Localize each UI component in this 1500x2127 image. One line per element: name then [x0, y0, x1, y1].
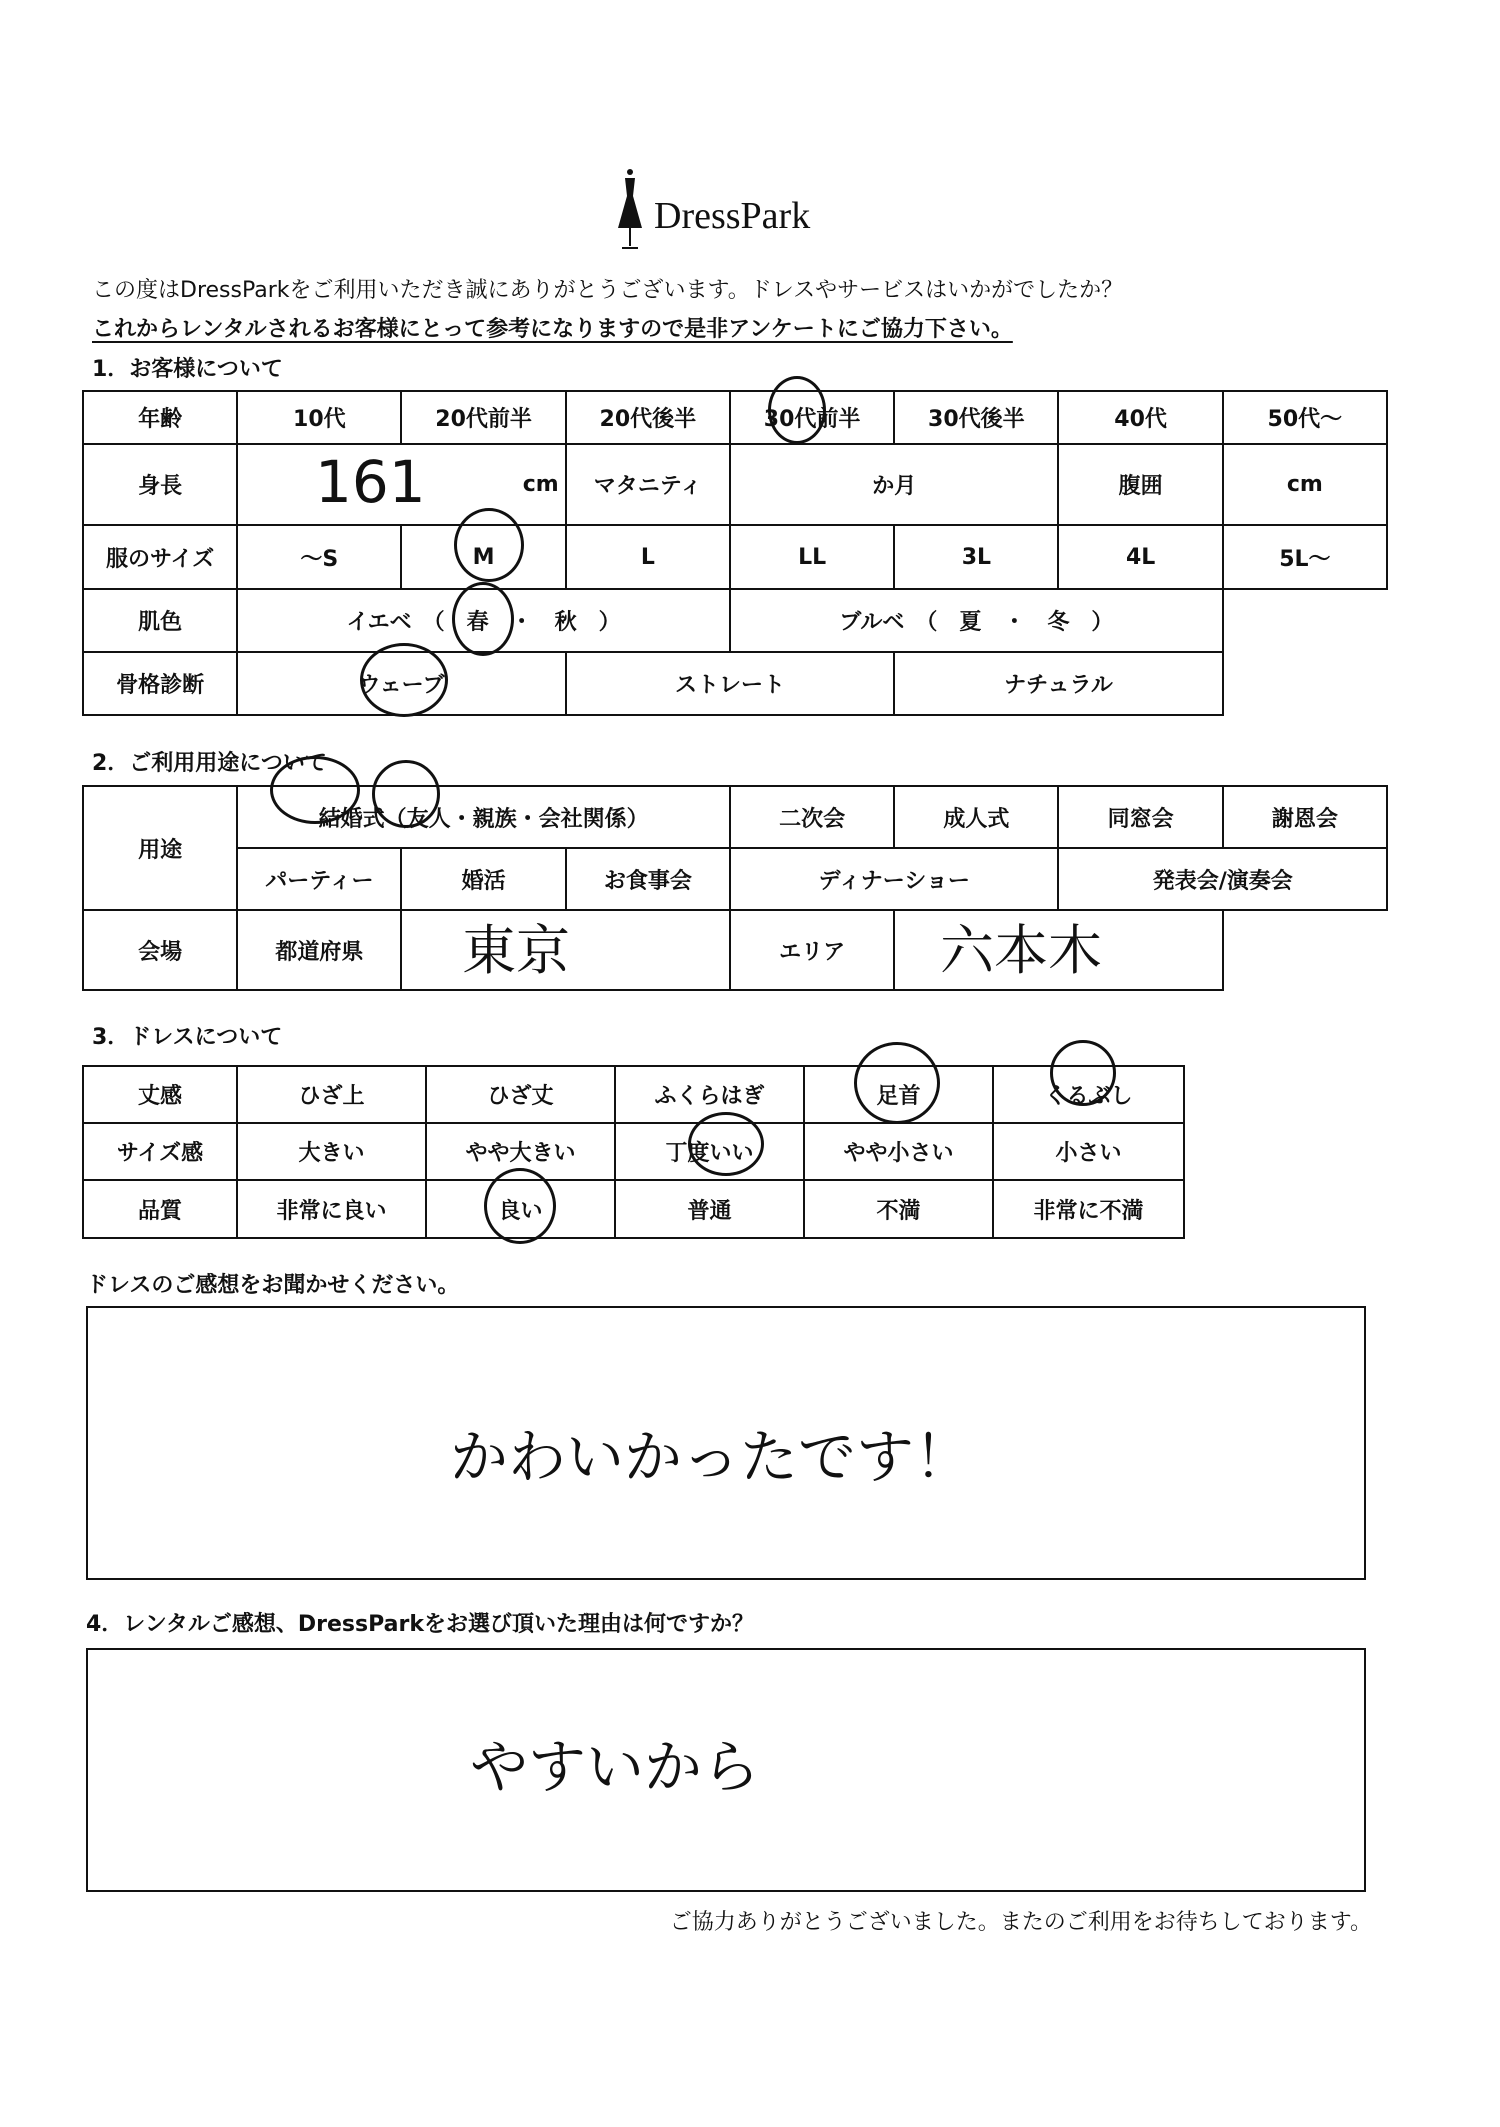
- age-option[interactable]: 20代前半: [401, 391, 565, 444]
- maternity-label: マタニティ: [566, 444, 730, 526]
- length-label: 丈感: [83, 1066, 237, 1123]
- fit-option[interactable]: 大きい: [237, 1123, 426, 1180]
- purpose-option[interactable]: ディナーショー: [730, 848, 1059, 910]
- quality-label: 品質: [83, 1180, 237, 1238]
- pref-label: 都道府県: [237, 910, 401, 990]
- size-row: [83, 525, 1387, 588]
- fit-row: [83, 1123, 1184, 1180]
- area-handwritten: 六本木: [940, 919, 1102, 982]
- purpose-option[interactable]: 婚活: [401, 848, 565, 910]
- age-row: [83, 391, 1387, 444]
- length-option[interactable]: 足首: [804, 1066, 993, 1123]
- waist-unit[interactable]: cm: [1223, 444, 1387, 526]
- skin-label: 肌色: [83, 589, 237, 652]
- height-unit: cm: [237, 444, 566, 526]
- fit-option[interactable]: やや大きい: [426, 1123, 615, 1180]
- venue-row: [83, 910, 1387, 990]
- height-label: 身長: [83, 444, 237, 526]
- skin-blue[interactable]: ブルベ （ 夏 ・ 冬 ）: [730, 589, 1223, 652]
- size-option[interactable]: 5L～: [1223, 525, 1387, 588]
- purpose-option[interactable]: 二次会: [730, 786, 894, 848]
- skin-yellow[interactable]: イエベ （ 春 ・ 秋 ）: [237, 589, 730, 652]
- size-option[interactable]: 3L: [894, 525, 1058, 588]
- age-option[interactable]: 50代～: [1223, 391, 1387, 444]
- dress-icon: [612, 166, 648, 252]
- section1-title: 1．お客様について: [92, 357, 283, 382]
- quality-option[interactable]: 不満: [804, 1180, 993, 1238]
- dress-table: [82, 1065, 1185, 1239]
- age-option[interactable]: 20代後半: [566, 391, 730, 444]
- frame-label: 骨格診断: [83, 652, 237, 715]
- size-option[interactable]: L: [566, 525, 730, 588]
- section3-title: 3．ドレスについて: [92, 1025, 283, 1050]
- length-option[interactable]: ひざ丈: [426, 1066, 615, 1123]
- intro-line-2: これからレンタルされるお客様にとって参考になりますので是非アンケートにご協力下さい。: [92, 317, 1013, 342]
- frame-option[interactable]: ストレート: [566, 652, 895, 715]
- purpose-option[interactable]: 発表会/演奏会: [1058, 848, 1387, 910]
- empty-cell: [1223, 589, 1387, 652]
- empty-cell: [1223, 652, 1387, 715]
- purpose-option[interactable]: パーティー: [237, 848, 401, 910]
- size-option[interactable]: LL: [730, 525, 894, 588]
- skin-row: [83, 589, 1387, 652]
- age-option[interactable]: 30代前半: [730, 391, 894, 444]
- purpose-option[interactable]: 結婚式（友人・親族・会社関係）: [237, 786, 730, 848]
- purpose-table: [82, 785, 1388, 991]
- impression-handwritten: かわいかったです！: [450, 1423, 973, 1491]
- quality-row: [83, 1180, 1184, 1238]
- purpose-row-1: [83, 786, 1387, 848]
- height-handwritten: 161: [315, 448, 426, 516]
- length-option[interactable]: ひざ上: [237, 1066, 426, 1123]
- section2-title: 2．ご利用用途について: [92, 751, 327, 776]
- age-option[interactable]: 10代: [237, 391, 401, 444]
- venue-label: 会場: [83, 910, 237, 990]
- quality-option[interactable]: 良い: [426, 1180, 615, 1238]
- quality-option[interactable]: 普通: [615, 1180, 804, 1238]
- length-row: [83, 1066, 1184, 1123]
- fit-option[interactable]: やや小さい: [804, 1123, 993, 1180]
- purpose-row-2: [83, 848, 1387, 910]
- purpose-option[interactable]: お食事会: [566, 848, 730, 910]
- purpose-option[interactable]: 謝恩会: [1223, 786, 1387, 848]
- frame-option[interactable]: ナチュラル: [894, 652, 1223, 715]
- size-option[interactable]: 4L: [1058, 525, 1222, 588]
- pref-handwritten: 東京: [462, 919, 570, 982]
- purpose-label: 用途: [83, 786, 237, 910]
- size-label: 服のサイズ: [83, 525, 237, 588]
- intro-line-1: この度はDressParkをご利用いただき誠にありがとうございます。ドレスやサービスはいかがでしたか？: [92, 278, 1124, 303]
- section4-question: 4．レンタルご感想、DressParkをお選び頂いた理由は何ですか？: [86, 1612, 754, 1637]
- logo-text: DressPark: [654, 195, 811, 237]
- waist-label: 腹囲: [1058, 444, 1222, 526]
- age-option[interactable]: 40代: [1058, 391, 1222, 444]
- fit-option[interactable]: 丁度いい: [615, 1123, 804, 1180]
- empty-cell: [1223, 910, 1387, 990]
- length-option[interactable]: くるぶし: [993, 1066, 1184, 1123]
- logo: [612, 166, 852, 256]
- reason-handwritten: やすいから: [470, 1733, 761, 1801]
- purpose-option[interactable]: 成人式: [894, 786, 1058, 848]
- purpose-option[interactable]: 同窓会: [1058, 786, 1222, 848]
- age-label: 年齢: [83, 391, 237, 444]
- quality-option[interactable]: 非常に不満: [993, 1180, 1184, 1238]
- fit-option[interactable]: 小さい: [993, 1123, 1184, 1180]
- closing-message: ご協力ありがとうございました。またのご利用をお待ちしております。: [669, 1910, 1372, 1935]
- height-row: [83, 444, 1387, 526]
- impression-question: ドレスのご感想をお聞かせください。: [86, 1273, 460, 1298]
- frame-row: [83, 652, 1387, 715]
- size-option[interactable]: ～S: [237, 525, 401, 588]
- frame-option[interactable]: ウェーブ: [237, 652, 566, 715]
- age-option[interactable]: 30代後半: [894, 391, 1058, 444]
- maternity-unit[interactable]: か月: [730, 444, 1059, 526]
- area-label: エリア: [730, 910, 894, 990]
- length-option[interactable]: ふくらはぎ: [615, 1066, 804, 1123]
- fit-label: サイズ感: [83, 1123, 237, 1180]
- customer-table: [82, 390, 1388, 716]
- quality-option[interactable]: 非常に良い: [237, 1180, 426, 1238]
- size-option[interactable]: M: [401, 525, 565, 588]
